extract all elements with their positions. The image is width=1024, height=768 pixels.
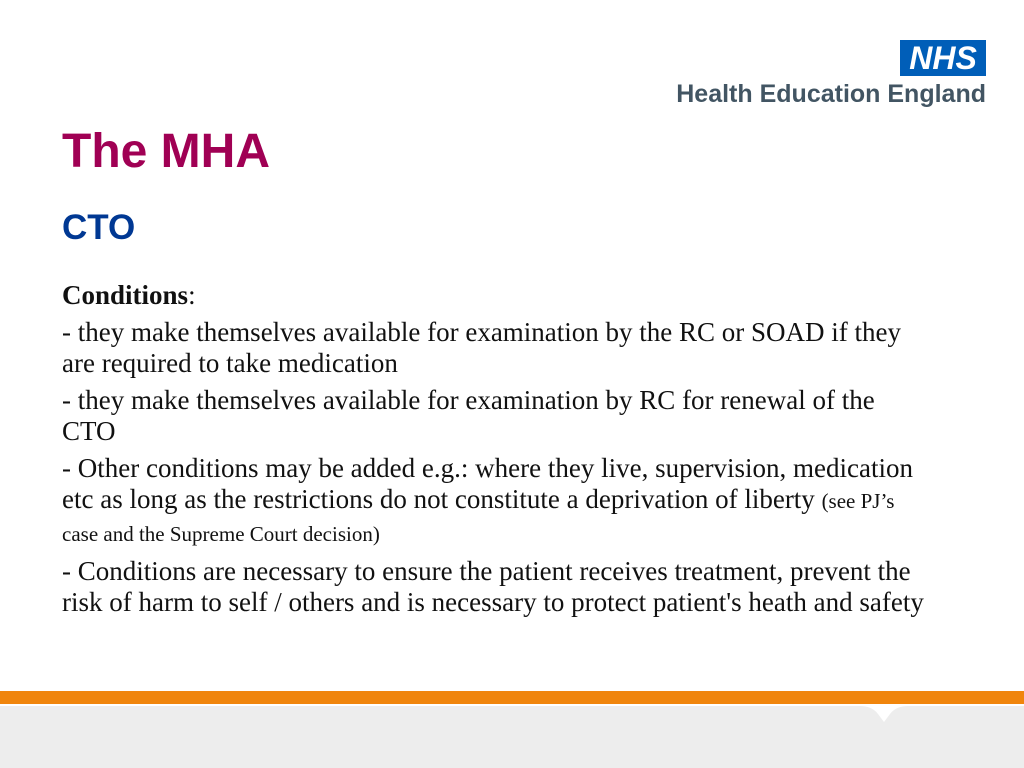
footer-notch	[0, 704, 1024, 726]
condition-item-3	[62, 453, 932, 550]
nhs-logo: NHS	[900, 40, 986, 76]
heb-logo	[636, 40, 986, 112]
condition-item-2: - they make themselves available for examination by RC for renewal of the CTO	[62, 385, 875, 446]
condition-item-1: - they make themselves available for examination by the RC or SOAD if they are required to take medication	[62, 317, 902, 378]
slide-subtitle: CTO	[62, 208, 136, 247]
conditions-heading	[62, 280, 932, 311]
conditions-heading-colon: :	[188, 280, 196, 310]
org-name: Health Education England	[676, 80, 986, 108]
condition-item-3-note: (see PJ’s case and the Supreme Court decision)	[62, 489, 895, 546]
conditions-heading-label: Conditions	[62, 280, 189, 310]
slide-body	[62, 280, 932, 624]
condition-item-3-text: - Other conditions may be added e.g.: where they live, supervision, medication etc as long as the restrictions do not constitute a deprivation of liberty	[62, 453, 914, 514]
condition-item-4: - Conditions are necessary to ensure the patient receives treatment, prevent the risk of harm to self / others and is necessary to protect patient's heath and safety	[62, 556, 924, 617]
slide-title: The MHA	[62, 125, 270, 178]
